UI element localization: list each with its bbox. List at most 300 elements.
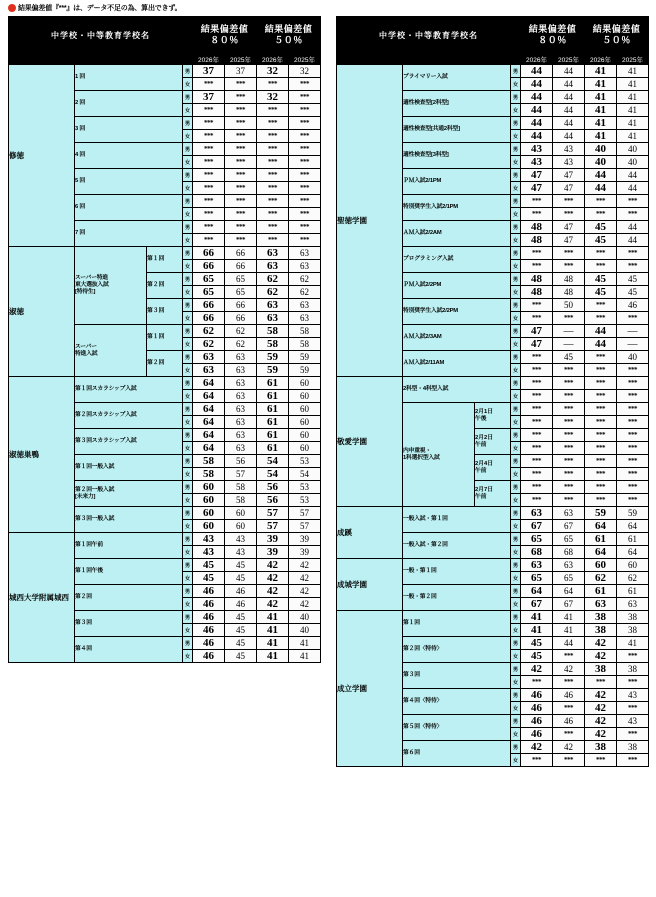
deviation-value-cell: 40 <box>617 351 649 364</box>
column-header-deviation-50: 結果偏差値 ５０％ <box>585 17 649 54</box>
exam-name-cell: ＰＭ入試2/2PM <box>403 273 511 299</box>
gender-cell: 男 <box>511 533 521 546</box>
deviation-value-cell: *** <box>225 156 257 169</box>
gender-cell: 男 <box>183 351 193 364</box>
deviation-value-cell: 40 <box>585 156 617 169</box>
gender-cell: 男 <box>511 195 521 208</box>
gender-cell: 女 <box>183 494 193 507</box>
deviation-value-cell: 67 <box>521 598 553 611</box>
deviation-value-cell: *** <box>521 377 553 390</box>
deviation-value-cell: *** <box>193 104 225 117</box>
deviation-value-cell: 44 <box>521 91 553 104</box>
deviation-value-cell: 58 <box>257 325 289 338</box>
gender-cell: 女 <box>183 286 193 299</box>
deviation-value-cell: *** <box>585 442 617 455</box>
deviation-value-cell: *** <box>553 676 585 689</box>
deviation-value-cell: 64 <box>193 390 225 403</box>
gender-cell: 女 <box>511 130 521 143</box>
deviation-value-cell: *** <box>553 429 585 442</box>
deviation-value-cell: 48 <box>521 234 553 247</box>
deviation-value-cell: *** <box>289 195 321 208</box>
gender-cell: 女 <box>183 208 193 221</box>
deviation-value-cell: 50 <box>553 299 585 312</box>
deviation-value-cell: 57 <box>289 520 321 533</box>
deviation-value-cell: 63 <box>553 507 585 520</box>
exam-name-cell: ＡＭ入試2/2AM <box>403 221 511 247</box>
deviation-value-cell: *** <box>289 143 321 156</box>
deviation-value-cell: 46 <box>225 598 257 611</box>
deviation-value-cell: 57 <box>257 507 289 520</box>
exam-round-cell: 2月1日 午後 <box>475 403 511 429</box>
deviation-value-cell: *** <box>289 208 321 221</box>
deviation-value-cell: *** <box>553 260 585 273</box>
deviation-value-cell: 44 <box>585 325 617 338</box>
deviation-value-cell: 38 <box>585 741 617 754</box>
deviation-value-cell: *** <box>521 416 553 429</box>
gender-cell: 男 <box>183 195 193 208</box>
deviation-value-cell: *** <box>553 377 585 390</box>
deviation-value-cell: *** <box>585 416 617 429</box>
deviation-value-cell: 41 <box>257 611 289 624</box>
deviation-value-cell: 45 <box>225 611 257 624</box>
deviation-value-cell: *** <box>257 208 289 221</box>
deviation-value-cell: 41 <box>257 650 289 663</box>
deviation-value-cell: 41 <box>585 78 617 91</box>
deviation-value-cell: 64 <box>521 585 553 598</box>
deviation-value-cell: 64 <box>193 442 225 455</box>
legend-note <box>0 0 656 16</box>
deviation-value-cell: 47 <box>553 182 585 195</box>
gender-cell: 男 <box>183 117 193 130</box>
school-name-cell: 成立学園 <box>337 611 403 767</box>
gender-cell: 女 <box>183 130 193 143</box>
deviation-value-cell: *** <box>225 117 257 130</box>
exam-name-cell: 第１回 <box>403 611 511 637</box>
exam-name-cell: 第２回〈特待〉 <box>403 637 511 663</box>
deviation-value-cell: 43 <box>193 546 225 559</box>
deviation-value-cell: *** <box>553 416 585 429</box>
deviation-value-cell: *** <box>193 195 225 208</box>
deviation-value-cell: 41 <box>585 91 617 104</box>
gender-cell: 女 <box>511 676 521 689</box>
deviation-value-cell: *** <box>289 130 321 143</box>
gender-cell: 男 <box>511 325 521 338</box>
deviation-value-cell: 60 <box>289 429 321 442</box>
deviation-value-cell: 45 <box>617 273 649 286</box>
deviation-value-cell: *** <box>289 221 321 234</box>
deviation-value-cell: 44 <box>553 637 585 650</box>
deviation-value-cell: 45 <box>585 273 617 286</box>
deviation-value-cell: 45 <box>585 234 617 247</box>
column-header-year-2: 2025年 <box>553 54 585 65</box>
deviation-value-cell: *** <box>521 494 553 507</box>
deviation-value-cell: 42 <box>585 650 617 663</box>
deviation-value-cell: 63 <box>225 429 257 442</box>
exam-name-cell: 第３回スカラシップ入試 <box>75 429 183 455</box>
deviation-value-cell: 61 <box>617 533 649 546</box>
deviation-value-cell: 62 <box>193 338 225 351</box>
deviation-value-cell: 58 <box>225 481 257 494</box>
deviation-value-cell: 65 <box>225 286 257 299</box>
deviation-value-cell: *** <box>521 260 553 273</box>
deviation-value-cell: 41 <box>617 117 649 130</box>
deviation-value-cell: 60 <box>289 416 321 429</box>
deviation-value-cell: *** <box>585 468 617 481</box>
column-header-year-4: 2025年 <box>617 54 649 65</box>
deviation-value-cell: *** <box>193 78 225 91</box>
deviation-value-cell: 42 <box>289 572 321 585</box>
exam-name-cell: 第６回 <box>403 741 511 767</box>
exam-round-cell: 2月7日 午前 <box>475 481 511 507</box>
table-row <box>9 65 321 78</box>
deviation-value-cell: *** <box>585 429 617 442</box>
gender-cell: 女 <box>511 702 521 715</box>
deviation-value-cell: 63 <box>289 247 321 260</box>
deviation-value-cell: *** <box>521 364 553 377</box>
exam-round-cell: 第２回 <box>147 351 183 377</box>
deviation-value-cell: 60 <box>289 390 321 403</box>
column-header-year-1: 2026年 <box>521 54 553 65</box>
deviation-value-cell: 63 <box>289 312 321 325</box>
deviation-value-cell: *** <box>585 455 617 468</box>
deviation-value-cell: 42 <box>257 598 289 611</box>
deviation-value-cell: 41 <box>617 65 649 78</box>
deviation-value-cell: *** <box>289 182 321 195</box>
deviation-value-cell: 32 <box>257 91 289 104</box>
deviation-value-cell: 40 <box>617 143 649 156</box>
deviation-value-cell: 64 <box>585 520 617 533</box>
deviation-value-cell: *** <box>193 130 225 143</box>
gender-cell: 女 <box>511 234 521 247</box>
gender-cell: 男 <box>511 585 521 598</box>
deviation-value-cell: 40 <box>617 156 649 169</box>
deviation-value-cell: *** <box>193 182 225 195</box>
gender-cell: 女 <box>511 546 521 559</box>
deviation-value-cell: *** <box>585 377 617 390</box>
deviation-value-cell: 61 <box>257 416 289 429</box>
deviation-value-cell: 45 <box>193 559 225 572</box>
deviation-value-cell: 63 <box>257 260 289 273</box>
table-row <box>337 507 649 520</box>
deviation-value-cell: — <box>553 325 585 338</box>
deviation-value-cell: *** <box>585 481 617 494</box>
deviation-value-cell: *** <box>617 754 649 767</box>
deviation-value-cell: 59 <box>289 351 321 364</box>
deviation-value-cell: 42 <box>585 715 617 728</box>
deviation-value-cell: 67 <box>521 520 553 533</box>
table-row <box>337 611 649 624</box>
deviation-value-cell: *** <box>521 312 553 325</box>
deviation-value-cell: 45 <box>225 637 257 650</box>
deviation-value-cell: 64 <box>617 520 649 533</box>
gender-cell: 女 <box>183 572 193 585</box>
deviation-value-cell: 48 <box>553 273 585 286</box>
exam-name-cell: 5 回 <box>75 169 183 195</box>
gender-cell: 女 <box>183 468 193 481</box>
gender-cell: 女 <box>183 416 193 429</box>
deviation-value-cell: 58 <box>289 338 321 351</box>
exam-name-cell: 3 回 <box>75 117 183 143</box>
deviation-value-cell: 45 <box>617 286 649 299</box>
deviation-value-cell: 60 <box>193 507 225 520</box>
deviation-value-cell: *** <box>617 442 649 455</box>
deviation-value-cell: 41 <box>617 104 649 117</box>
deviation-table-left <box>8 16 321 663</box>
gender-cell: 女 <box>511 624 521 637</box>
deviation-value-cell: — <box>553 338 585 351</box>
deviation-value-cell: *** <box>257 117 289 130</box>
table-row <box>337 65 649 78</box>
deviation-value-cell: 44 <box>553 117 585 130</box>
table-row <box>337 559 649 572</box>
deviation-value-cell: 46 <box>193 598 225 611</box>
deviation-value-cell: *** <box>585 208 617 221</box>
gender-cell: 男 <box>183 637 193 650</box>
deviation-value-cell: 61 <box>585 585 617 598</box>
table-row <box>337 377 649 390</box>
deviation-value-cell: 44 <box>585 182 617 195</box>
gender-cell: 女 <box>183 364 193 377</box>
deviation-value-cell: 63 <box>289 299 321 312</box>
gender-cell: 女 <box>183 650 193 663</box>
deviation-value-cell: 56 <box>257 481 289 494</box>
deviation-value-cell: 45 <box>225 572 257 585</box>
deviation-value-cell: 45 <box>225 559 257 572</box>
deviation-value-cell: *** <box>257 169 289 182</box>
exam-round-cell: 第１回 <box>147 325 183 351</box>
deviation-value-cell: 43 <box>617 715 649 728</box>
deviation-value-cell: *** <box>553 728 585 741</box>
deviation-value-cell: *** <box>225 208 257 221</box>
right-column <box>328 16 656 767</box>
deviation-value-cell: 65 <box>553 533 585 546</box>
deviation-value-cell: *** <box>521 481 553 494</box>
deviation-value-cell: 62 <box>289 273 321 286</box>
deviation-value-cell: 61 <box>257 390 289 403</box>
deviation-value-cell: 44 <box>585 169 617 182</box>
gender-cell: 男 <box>511 455 521 468</box>
deviation-value-cell: 42 <box>521 663 553 676</box>
deviation-value-cell: 63 <box>225 351 257 364</box>
gender-cell: 男 <box>183 377 193 390</box>
deviation-value-cell: 45 <box>553 351 585 364</box>
deviation-value-cell: 39 <box>257 533 289 546</box>
deviation-value-cell: *** <box>553 702 585 715</box>
deviation-value-cell: 57 <box>257 520 289 533</box>
gender-cell: 男 <box>183 533 193 546</box>
exam-name-cell: 一般入試・第２回 <box>403 533 511 559</box>
deviation-value-cell: 66 <box>193 260 225 273</box>
deviation-value-cell: 37 <box>225 65 257 78</box>
exam-name-cell: 内申重視・ 1科選択型入試 <box>403 403 475 507</box>
exam-name-cell: 第４回〈特待〉 <box>403 689 511 715</box>
school-name-cell: 城西大学附属城西 <box>9 533 75 663</box>
deviation-value-cell: 63 <box>257 299 289 312</box>
deviation-value-cell: 46 <box>521 689 553 702</box>
deviation-value-cell: 41 <box>585 117 617 130</box>
exam-name-cell: 6 回 <box>75 195 183 221</box>
exam-name-cell: スーパー特進 東大選抜入試 [特待生] <box>75 247 147 325</box>
deviation-value-cell: *** <box>617 416 649 429</box>
deviation-value-cell: 60 <box>225 507 257 520</box>
deviation-value-cell: 56 <box>257 494 289 507</box>
gender-cell: 女 <box>511 494 521 507</box>
deviation-value-cell: *** <box>257 182 289 195</box>
exam-name-cell: 特別奨学生入試2/1PM <box>403 195 511 221</box>
deviation-value-cell: *** <box>617 312 649 325</box>
deviation-value-cell: 42 <box>585 702 617 715</box>
deviation-value-cell: 57 <box>289 507 321 520</box>
deviation-value-cell: 62 <box>225 338 257 351</box>
gender-cell: 男 <box>511 403 521 416</box>
deviation-value-cell: 43 <box>617 689 649 702</box>
deviation-value-cell: 41 <box>617 130 649 143</box>
gender-cell: 男 <box>183 585 193 598</box>
gender-cell: 女 <box>511 260 521 273</box>
exam-name-cell: 一般・第２回 <box>403 585 511 611</box>
deviation-value-cell: *** <box>257 234 289 247</box>
deviation-value-cell: 45 <box>225 624 257 637</box>
gender-cell: 男 <box>183 65 193 78</box>
deviation-value-cell: *** <box>225 182 257 195</box>
deviation-value-cell: 43 <box>193 533 225 546</box>
deviation-value-cell: 67 <box>553 520 585 533</box>
deviation-value-cell: 45 <box>521 650 553 663</box>
column-header-deviation-80: 結果偏差値 ８０％ <box>521 17 585 54</box>
deviation-value-cell: 42 <box>289 585 321 598</box>
deviation-value-cell: 60 <box>193 494 225 507</box>
deviation-value-cell: 42 <box>585 728 617 741</box>
deviation-value-cell: *** <box>521 455 553 468</box>
deviation-value-cell: 44 <box>521 65 553 78</box>
deviation-value-cell: *** <box>553 455 585 468</box>
deviation-value-cell: — <box>617 325 649 338</box>
exam-name-cell: 4 回 <box>75 143 183 169</box>
deviation-value-cell: 40 <box>289 611 321 624</box>
deviation-value-cell: 56 <box>225 455 257 468</box>
exam-name-cell: 第１回一般入試 <box>75 455 183 481</box>
exam-name-cell: ＡＭ入試2/3AM <box>403 325 511 351</box>
deviation-value-cell: *** <box>553 247 585 260</box>
gender-cell: 女 <box>511 650 521 663</box>
deviation-value-cell: *** <box>553 442 585 455</box>
gender-cell: 女 <box>511 78 521 91</box>
gender-cell: 女 <box>183 78 193 91</box>
deviation-value-cell: 62 <box>257 286 289 299</box>
deviation-value-cell: *** <box>553 468 585 481</box>
deviation-value-cell: 42 <box>257 572 289 585</box>
deviation-value-cell: 38 <box>585 611 617 624</box>
deviation-value-cell: 65 <box>193 286 225 299</box>
deviation-value-cell: 60 <box>289 442 321 455</box>
gender-cell: 女 <box>183 390 193 403</box>
deviation-value-cell: *** <box>289 78 321 91</box>
deviation-value-cell: 65 <box>193 273 225 286</box>
exam-round-cell: 第３回 <box>147 299 183 325</box>
deviation-value-cell: *** <box>193 169 225 182</box>
deviation-value-cell: 61 <box>257 403 289 416</box>
deviation-value-cell: 63 <box>225 416 257 429</box>
deviation-value-cell: 39 <box>257 546 289 559</box>
gender-cell: 男 <box>183 221 193 234</box>
deviation-value-cell: 48 <box>553 286 585 299</box>
deviation-value-cell: 63 <box>257 312 289 325</box>
column-header-school-name: 中学校・中等教育学校名 <box>337 17 521 54</box>
deviation-value-cell: 64 <box>617 546 649 559</box>
gender-cell: 男 <box>511 507 521 520</box>
deviation-value-cell: 39 <box>289 533 321 546</box>
gender-cell: 男 <box>511 273 521 286</box>
deviation-value-cell: 63 <box>521 559 553 572</box>
deviation-value-cell: 47 <box>521 325 553 338</box>
deviation-value-cell: 66 <box>193 312 225 325</box>
deviation-value-cell: 43 <box>521 156 553 169</box>
gender-cell: 男 <box>511 351 521 364</box>
exam-name-cell: ＡＭ入試2/11AM <box>403 351 511 377</box>
gender-cell: 男 <box>511 741 521 754</box>
deviation-value-cell: *** <box>225 169 257 182</box>
deviation-value-cell: *** <box>225 221 257 234</box>
deviation-value-cell: 63 <box>225 377 257 390</box>
deviation-value-cell: 57 <box>225 468 257 481</box>
tables-container <box>0 16 656 767</box>
deviation-value-cell: 65 <box>521 572 553 585</box>
deviation-value-cell: 42 <box>585 689 617 702</box>
deviation-value-cell: 63 <box>289 260 321 273</box>
gender-cell: 男 <box>183 169 193 182</box>
deviation-value-cell: 45 <box>585 286 617 299</box>
gender-cell: 女 <box>511 754 521 767</box>
deviation-value-cell: *** <box>193 234 225 247</box>
deviation-value-cell: 63 <box>225 403 257 416</box>
deviation-value-cell: 63 <box>553 559 585 572</box>
deviation-value-cell: 45 <box>193 572 225 585</box>
deviation-value-cell: 59 <box>617 507 649 520</box>
deviation-value-cell: 62 <box>257 273 289 286</box>
school-name-cell: 淑徳 <box>9 247 75 377</box>
deviation-value-cell: 63 <box>193 364 225 377</box>
deviation-value-cell: *** <box>617 195 649 208</box>
deviation-value-cell: *** <box>289 104 321 117</box>
deviation-value-cell: *** <box>289 91 321 104</box>
deviation-value-cell: 41 <box>521 624 553 637</box>
deviation-value-cell: 40 <box>585 143 617 156</box>
deviation-value-cell: 41 <box>257 637 289 650</box>
deviation-value-cell: *** <box>553 208 585 221</box>
gender-cell: 男 <box>511 169 521 182</box>
deviation-value-cell: *** <box>193 143 225 156</box>
deviation-value-cell: *** <box>553 390 585 403</box>
school-name-cell: 成蹊 <box>337 507 403 559</box>
gender-cell: 女 <box>183 312 193 325</box>
exam-name-cell: 第４回 <box>75 637 183 663</box>
deviation-value-cell: *** <box>617 390 649 403</box>
deviation-value-cell: 41 <box>521 611 553 624</box>
deviation-value-cell: 44 <box>521 78 553 91</box>
deviation-value-cell: 37 <box>193 65 225 78</box>
deviation-value-cell: *** <box>617 377 649 390</box>
deviation-value-cell: 61 <box>257 377 289 390</box>
deviation-value-cell: 47 <box>521 169 553 182</box>
column-header-school-name: 中学校・中等教育学校名 <box>9 17 193 54</box>
deviation-value-cell: 44 <box>553 78 585 91</box>
gender-cell: 男 <box>183 247 193 260</box>
deviation-value-cell: 66 <box>225 247 257 260</box>
deviation-value-cell: 60 <box>289 377 321 390</box>
deviation-value-cell: 59 <box>289 364 321 377</box>
gender-cell: 女 <box>511 728 521 741</box>
deviation-value-cell: 32 <box>257 65 289 78</box>
